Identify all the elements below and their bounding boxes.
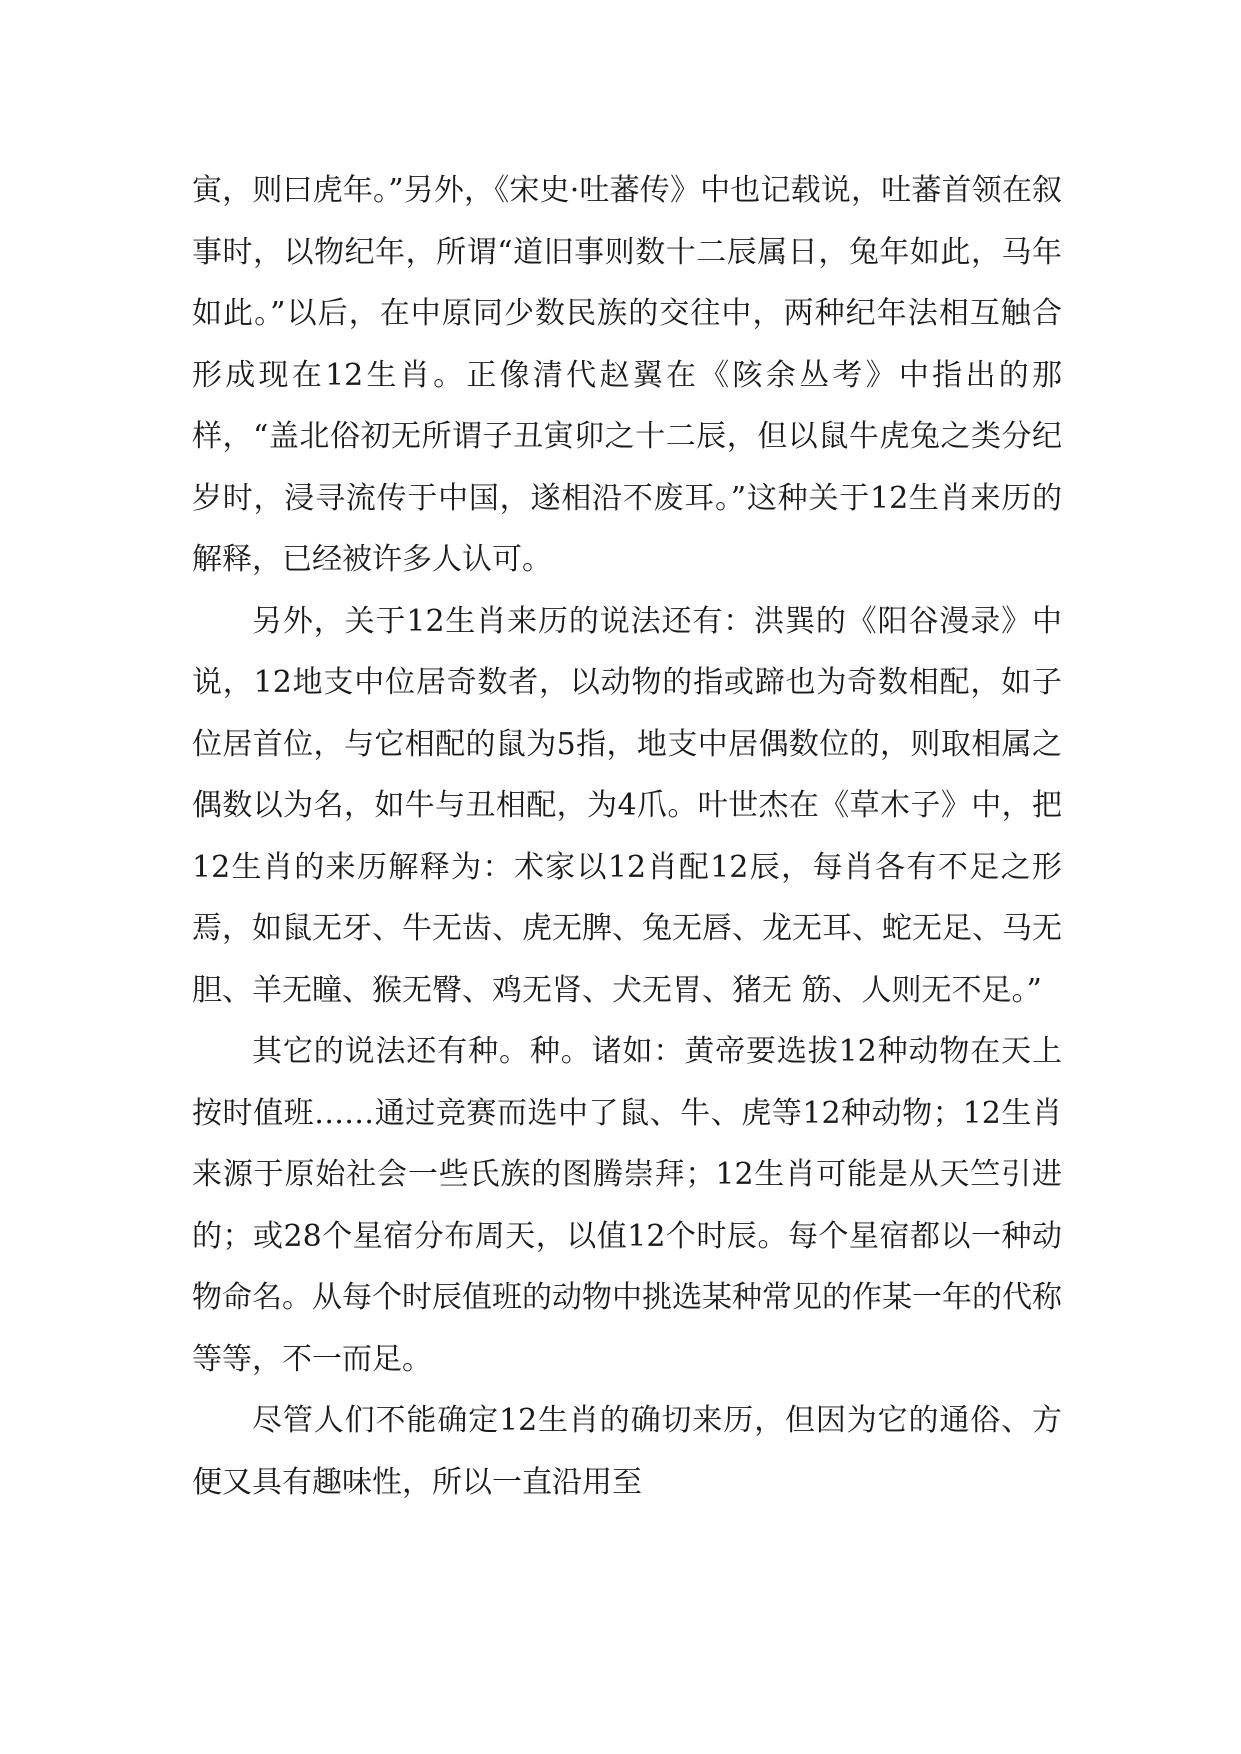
paragraph-4: 尽管人们不能确定12生肖的确切来历，但因为它的通俗、方便又具有趣味性，所以一直沿用至 <box>192 1403 1062 1500</box>
body-text <box>192 160 1062 1513</box>
paragraph-3: 其它的说法还有种。种。诸如：黄帝要选拔12种动物在天上按时值班……通过竞赛而选中了鼠、牛、虎等12种动物；12生肖来源于原始社会一些氏族的图腾崇拜；12生肖可能是从天竺引进的；或28个星宿分布周天，以值12个时辰。每个星宿都以一种动物命名。从每个时辰值班的动物中挑选某种常见的作某一年的代称等等，不一而足。 <box>192 1034 1062 1377</box>
paragraph-2: 另外，关于12生肖来历的说法还有：洪巽的《阳谷漫录》中说，12地支中位居奇数者，以动物的指或蹄也为奇数相配，如子位居首位，与它相配的鼠为5指，地支中居偶数位的，则取相属之偶数以为名，如牛与丑相配，为4爪。叶世杰在《草木子》中，把12生肖的来历解释为：术家以12肖配12辰，每肖各有不足之形焉，如鼠无牙、牛无齿、虎无脾、兔无唇、龙无耳、蛇无足、马无胆、羊无瞳、猴无臀、鸡无肾、犬无胃、猪无 筋、人则无不足。” <box>192 603 1062 1008</box>
paragraph-1: 寅，则曰虎年。”另外，《宋史·吐蕃传》中也记载说，吐蕃首领在叙事时，以物纪年，所谓“道旧事则数十二辰属日，兔年如此，马年如此。”以后，在中原同少数民族的交往中，两种纪年法相互触合形成现在12生肖。正像清代赵翼在《陔余丛考》中指出的那样，“盖北俗初无所谓子丑寅卯之十二辰，但以鼠牛虎兔之类分纪岁时，浸寻流传于中国，遂相沿不废耳。”这种关于12生肖来历的解释，已经被许多人认可。 <box>192 173 1062 577</box>
